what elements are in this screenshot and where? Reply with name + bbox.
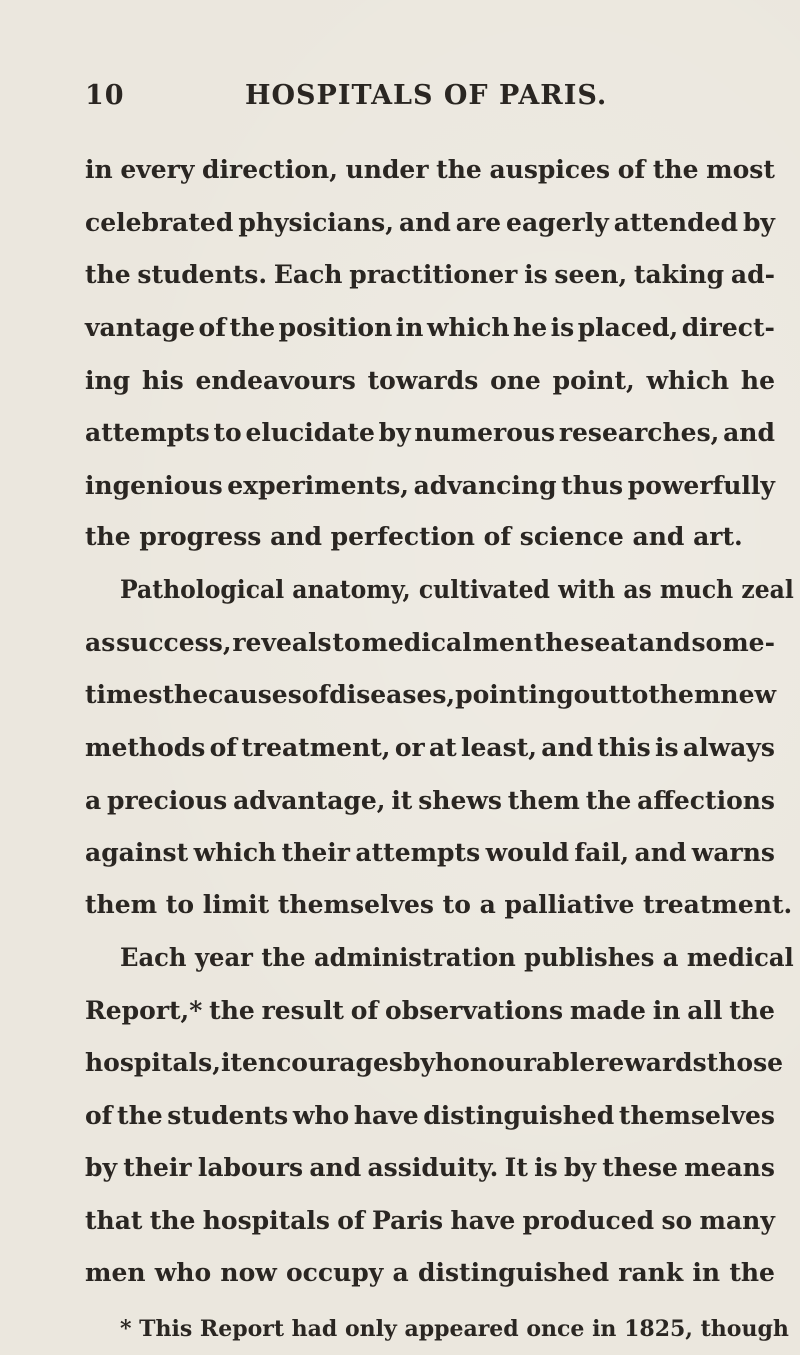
word: against — [85, 838, 189, 867]
word: hospitals, — [85, 1048, 221, 1077]
word: encourages — [241, 1048, 403, 1077]
footnote-line: * This Report had only appeared once in 1825, though — [120, 1316, 789, 1342]
word: rank — [618, 1258, 684, 1287]
body-line — [85, 998, 775, 1023]
word: the — [585, 786, 632, 815]
word: the — [436, 155, 482, 184]
body-line — [85, 262, 775, 287]
paragraph-first-line: Each year the administration publishes a medical — [120, 943, 794, 972]
word: have — [450, 1206, 516, 1235]
word: have — [353, 1101, 419, 1130]
word: direct- — [681, 313, 775, 342]
word: and — [638, 628, 691, 657]
word: who — [154, 1258, 212, 1287]
word: most — [706, 155, 775, 184]
word: who — [292, 1101, 350, 1130]
word: advancing — [413, 471, 557, 500]
word: to — [213, 418, 242, 447]
word: Paris — [372, 1206, 444, 1235]
word: a — [85, 786, 102, 815]
word: rewards — [595, 1048, 707, 1077]
word: many — [699, 1206, 775, 1235]
word: is — [534, 1153, 558, 1182]
word: students — [167, 1101, 289, 1130]
word: attempts — [355, 838, 481, 867]
word: which — [646, 366, 730, 395]
word: to — [620, 680, 649, 709]
body-line — [85, 473, 775, 498]
word: is — [655, 733, 679, 762]
word: men — [85, 1258, 146, 1287]
word: observations — [385, 996, 564, 1025]
word: the — [85, 260, 131, 289]
body-line — [85, 1048, 784, 1077]
word: one — [490, 366, 541, 395]
word: ing — [85, 366, 131, 395]
word: it — [220, 1048, 242, 1077]
running-title: HOSPITALS OF PARIS. — [245, 80, 608, 111]
word: as — [85, 628, 116, 657]
word: those — [706, 1048, 784, 1077]
word: means — [684, 1153, 775, 1182]
word: these — [602, 1153, 678, 1182]
body-line — [85, 630, 775, 655]
word: physicians, — [238, 208, 394, 237]
word: this — [597, 733, 651, 762]
body-line: the progress and perfection of science and art. — [85, 522, 743, 551]
word: and — [541, 733, 594, 762]
word: honourable — [435, 1048, 596, 1077]
word: researches, — [558, 418, 720, 447]
word: seat — [580, 628, 639, 657]
word: their — [281, 838, 350, 867]
word: of — [337, 1206, 365, 1235]
word: by — [402, 1048, 435, 1077]
word: placed, — [577, 313, 679, 342]
word: endeavours — [195, 366, 356, 395]
word: the — [229, 313, 276, 342]
word: by — [742, 208, 775, 237]
word: ad- — [730, 260, 775, 289]
word: their — [123, 1153, 192, 1182]
word: advantage, — [233, 786, 386, 815]
word: the — [117, 1101, 163, 1130]
word: seen, — [554, 260, 628, 289]
word: that — [85, 1206, 143, 1235]
word: Each — [273, 260, 343, 289]
word: assiduity. — [367, 1153, 499, 1182]
word: medical — [361, 628, 472, 657]
word: treatment, — [241, 733, 391, 762]
word: the — [652, 155, 699, 184]
word: of — [209, 733, 238, 762]
word: all — [687, 996, 723, 1025]
body-line — [85, 1103, 775, 1128]
word: distinguished — [417, 1258, 610, 1287]
word: to — [332, 628, 361, 657]
word: students. — [137, 260, 268, 289]
body-line — [85, 157, 775, 182]
word: he — [513, 313, 548, 342]
word: vantage — [85, 313, 196, 342]
page-number: 10 — [85, 80, 125, 111]
word: always — [682, 733, 775, 762]
word: of — [85, 1101, 113, 1130]
word: it — [391, 786, 413, 815]
word: every — [120, 155, 195, 184]
word: he — [740, 366, 775, 395]
word: or — [394, 733, 425, 762]
word: result — [261, 996, 344, 1025]
word: powerfully — [627, 471, 775, 500]
word: occupy — [286, 1258, 384, 1287]
word: which — [193, 838, 277, 867]
word: least, — [461, 733, 537, 762]
word: times — [85, 680, 163, 709]
body-line — [85, 788, 775, 813]
word: a — [392, 1258, 409, 1287]
body-line — [85, 315, 775, 340]
word: of — [301, 680, 330, 709]
word: themselves — [618, 1101, 775, 1130]
word: numerous — [414, 418, 556, 447]
word: made — [569, 996, 646, 1025]
word: new — [720, 680, 777, 709]
body-line — [85, 735, 775, 760]
word: experiments, — [227, 471, 409, 500]
body-line — [85, 682, 775, 707]
body-line — [85, 210, 775, 235]
word: reveals — [232, 628, 332, 657]
word: direction, — [202, 155, 338, 184]
word: affections — [637, 786, 775, 815]
word: attended — [613, 208, 738, 237]
body-line — [85, 420, 775, 445]
word: precious — [107, 786, 228, 815]
word: celebrated — [85, 208, 234, 237]
word: them — [648, 680, 721, 709]
word: the — [149, 1206, 196, 1235]
word: the — [209, 996, 255, 1025]
body-line — [85, 368, 775, 393]
word: and — [309, 1153, 362, 1182]
word: causes — [208, 680, 302, 709]
word: success, — [116, 628, 232, 657]
word: warns — [691, 838, 775, 867]
word: It — [504, 1153, 528, 1182]
word: the — [162, 680, 209, 709]
word: by — [378, 418, 411, 447]
word: under — [345, 155, 429, 184]
word: in — [652, 996, 681, 1025]
word: Report,* — [85, 996, 203, 1025]
word: diseases, — [329, 680, 456, 709]
word: thus — [561, 471, 624, 500]
paragraph-first-line: Pathological anatomy, cultivated with as much zeal — [120, 575, 794, 604]
word: the — [729, 996, 775, 1025]
word: is — [524, 260, 548, 289]
word: methods — [85, 733, 206, 762]
word: attempts — [85, 418, 210, 447]
word: which — [426, 313, 510, 342]
word: them — [507, 786, 580, 815]
word: in — [395, 313, 424, 342]
word: hospitals — [202, 1206, 330, 1235]
word: labours — [197, 1153, 304, 1182]
word: of — [350, 996, 379, 1025]
word: of — [198, 313, 226, 342]
word: and — [723, 418, 775, 447]
word: practitioner — [349, 260, 518, 289]
word: the — [729, 1258, 775, 1287]
word: by — [85, 1153, 118, 1182]
word: at — [428, 733, 457, 762]
word: now — [220, 1258, 277, 1287]
word: distinguished — [423, 1101, 615, 1130]
word: position — [278, 313, 393, 342]
body-line — [85, 840, 775, 865]
word: some- — [691, 628, 775, 657]
word: shews — [418, 786, 502, 815]
word: of — [617, 155, 646, 184]
body-line — [85, 1155, 775, 1180]
word: and — [634, 838, 687, 867]
word: by — [563, 1153, 596, 1182]
running-head — [85, 80, 608, 111]
word: taking — [633, 260, 725, 289]
body-line — [85, 1208, 775, 1233]
word: men — [472, 628, 534, 657]
word: produced — [522, 1206, 655, 1235]
word: eagerly — [506, 208, 609, 237]
word: and — [398, 208, 451, 237]
word: is — [550, 313, 575, 342]
word: elucidate — [245, 418, 375, 447]
word: auspices — [489, 155, 611, 184]
word: so — [661, 1206, 693, 1235]
word: ingenious — [85, 471, 223, 500]
body-line — [85, 1260, 775, 1285]
word: pointing — [455, 680, 574, 709]
word: towards — [367, 366, 479, 395]
word: his — [141, 366, 184, 395]
word: are — [455, 208, 502, 237]
word: in — [85, 155, 113, 184]
word: would — [485, 838, 569, 867]
word: in — [692, 1258, 721, 1287]
word: out — [573, 680, 621, 709]
word: point, — [552, 366, 635, 395]
word: the — [533, 628, 580, 657]
body-line: them to limit themselves to a palliative treatment. — [85, 890, 793, 919]
word: fail, — [574, 838, 630, 867]
